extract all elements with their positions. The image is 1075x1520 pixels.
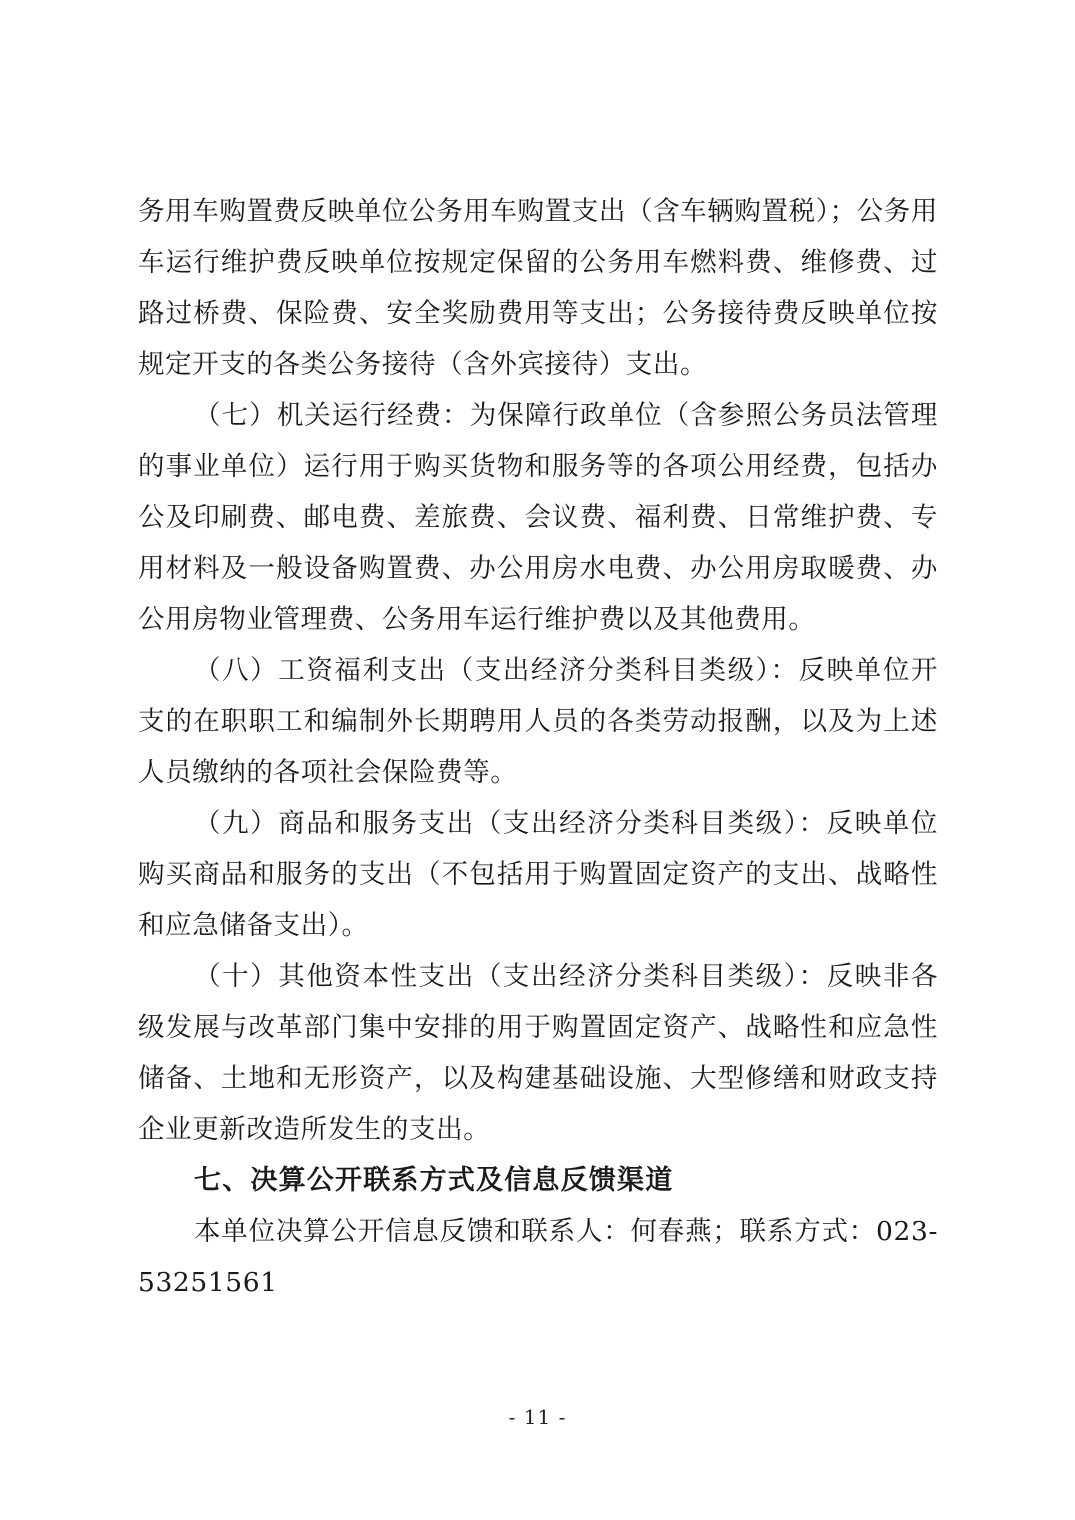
paragraph-item-8: （八）工资福利支出（支出经济分类科目类级）：反映单位开支的在职职工和编制外长期聘用人员的各类劳动报酬，以及为上述人员缴纳的各项社会保险费等。 [138, 655, 938, 788]
page-number: - 11 - [508, 1405, 567, 1429]
paragraph-contact-info: 本单位决算公开信息反馈和联系人：何春燕；联系方式：023-53251561 [138, 1216, 938, 1298]
section-heading-7: 七、决算公开联系方式及信息反馈渠道 [194, 1165, 674, 1196]
paragraph-vehicle-expenses: 务用车购置费反映单位公务用车购置支出（含车辆购置税）；公务用车运行维护费反映单位按规定保留的公务用车燃料费、维修费、过路过桥费、保险费、安全奖励费用等支出；公务接待费反映单位按规定开支的各类公务接待（含外宾接待）支出。 [138, 196, 938, 380]
paragraph-item-7: （七）机关运行经费：为保障行政单位（含参照公务员法管理的事业单位）运行用于购买货物和服务等的各项公用经费，包括办公及印刷费、邮电费、差旅费、会议费、福利费、日常维护费、专用材料及一般设备购置费、办公用房水电费、办公用房取暖费、办公用房物业管理费、公务用车运行维护费以及其他费用。 [138, 400, 938, 635]
paragraph-item-9: （九）商品和服务支出（支出经济分类科目类级）：反映单位购买商品和服务的支出（不包括用于购置固定资产的支出、战略性和应急储备支出）。 [138, 808, 938, 941]
page-content [138, 186, 938, 1308]
paragraph-item-10: （十）其他资本性支出（支出经济分类科目类级）：反映非各级发展与改革部门集中安排的用于购置固定资产、战略性和应急性储备、土地和无形资产，以及构建基础设施、大型修缮和财政支持企业更新改造所发生的支出。 [138, 961, 938, 1145]
